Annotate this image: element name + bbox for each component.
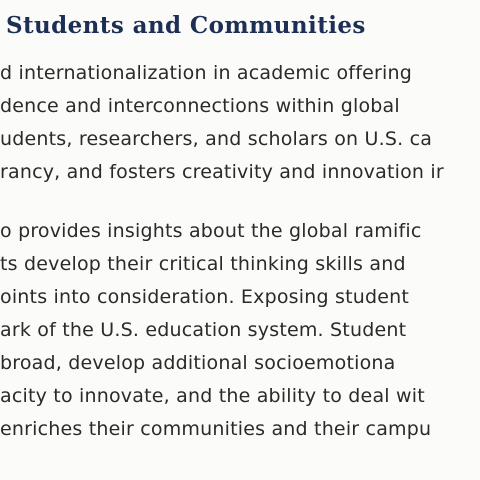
paragraph-line: ark of the U.S. education system. Student	[0, 319, 407, 341]
paragraph-line: oints into consideration. Exposing student	[0, 286, 410, 308]
section-heading: Students and Communities	[6, 12, 366, 39]
paragraph-line: acity to innovate, and the ability to deal wit	[0, 385, 425, 407]
paragraph-line: o provides insights about the global ramific	[0, 220, 422, 242]
paragraph-line: d internationalization in academic offering	[0, 62, 412, 84]
paragraph-line: udents, researchers, and scholars on U.S. ca	[0, 128, 433, 150]
paragraph-line: rancy, and fosters creativity and innovation ir	[0, 161, 444, 183]
paragraph-line: ts develop their critical thinking skills and	[0, 253, 406, 275]
paragraph-line: dence and interconnections within global	[0, 95, 400, 117]
paragraph-line: enriches their communities and their campu	[0, 418, 432, 440]
paragraph-line: broad, develop additional socioemotiona	[0, 352, 396, 374]
